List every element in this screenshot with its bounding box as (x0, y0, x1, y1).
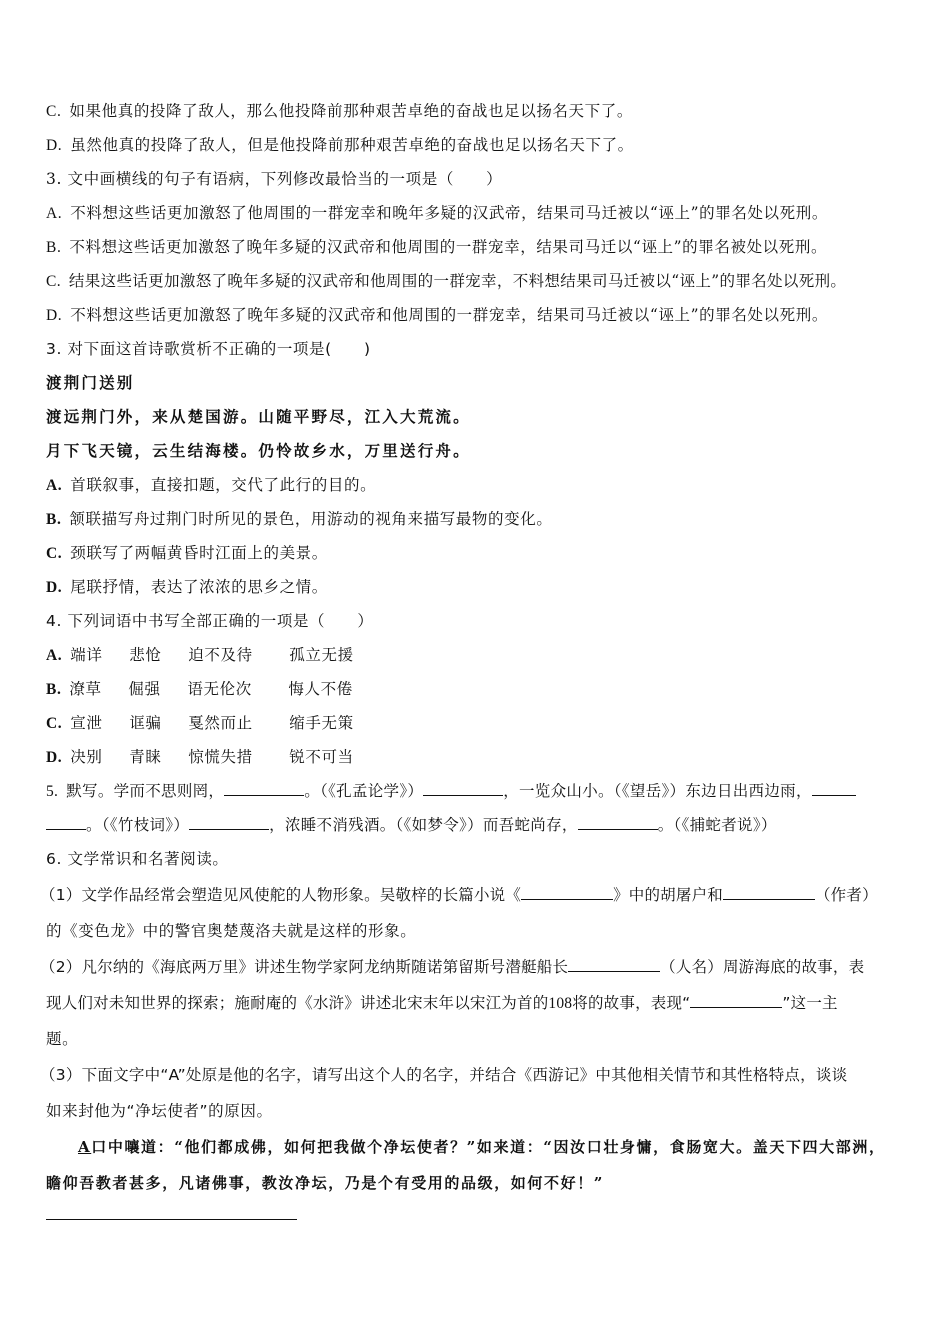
q6-text: （2）凡尔纳的《海底两万里》讲述生物学家阿龙纳斯随诺第留斯号潜艇船长 (40, 958, 569, 976)
fill-blank[interactable] (224, 781, 304, 796)
q3b-option-c (46, 542, 328, 565)
option-label: A. (46, 205, 63, 222)
q3a-stem: 3. 文中画横线的句子有语病，下列修改最恰当的一项是（ ） (46, 170, 503, 188)
q4-option-b (46, 678, 353, 701)
question-number: 5. (46, 783, 59, 800)
q3b-option-d (46, 576, 328, 599)
word: 迫不及待 (188, 646, 253, 664)
name-placeholder-a: A (78, 1138, 92, 1156)
poem-title: 渡荆门送别 (46, 373, 135, 392)
quote-text: 口中嚷道：“他们都成佛，如何把我做个净坛使者？”如来道：“因汝口壮身慵，食肠宽大。盖天下四大部洲， (91, 1138, 886, 1156)
word: 诓骗 (129, 714, 162, 732)
option-text: 首联叙事，直接扣题，交代了此行的目的。 (70, 476, 377, 494)
word: 潦草 (69, 680, 102, 698)
option-label: B. (46, 681, 62, 698)
option-text: 结果这些话更加激怒了晚年多疑的汉武帝和他周围的一群宠幸，不料想结果司马迁被以“诬上”的罪名处以死刑。 (68, 272, 847, 290)
option-label: D. (46, 749, 63, 766)
word: 缩手无策 (289, 714, 354, 732)
option-label: C. (46, 715, 63, 732)
q6-number: 108 (548, 995, 573, 1012)
q3b-option-b (46, 508, 552, 531)
word: 戛然而止 (188, 714, 253, 732)
q6-sub2-line-3: 题。 (46, 1030, 79, 1048)
q4-option-a (46, 644, 354, 667)
q6-sub2-line-2 (46, 992, 838, 1015)
fill-blank[interactable] (189, 815, 269, 830)
q5-line-2 (46, 814, 777, 836)
fill-blank[interactable] (578, 815, 658, 830)
option-label: C. (46, 273, 61, 290)
fill-blank[interactable] (812, 781, 856, 796)
fill-blank[interactable] (521, 885, 613, 900)
option-label: C. (46, 545, 63, 562)
fill-blank[interactable] (723, 885, 815, 900)
q3b-stem: 3. 对下面这首诗歌赏析不正确的一项是( ) (46, 340, 371, 358)
option-text: 如果他真的投降了敌人，那么他投降前那种艰苦卓绝的奋战也足以扬名天下了。 (69, 102, 633, 120)
q3b-option-a (46, 474, 376, 497)
q6-text: （作者） (814, 886, 878, 904)
q6-sub1-line-2: 的《变色龙》中的警官奥楚蔑洛夫就是这样的形象。 (46, 922, 417, 940)
fill-blank[interactable] (46, 815, 86, 830)
q6-sub2-line-1 (40, 956, 864, 978)
option-label: C. (46, 103, 62, 120)
option-label: D. (46, 579, 63, 596)
q4-option-c (46, 712, 354, 735)
word: 孤立无援 (289, 646, 354, 664)
q3a-option-d (46, 304, 828, 327)
option-label: A. (46, 647, 63, 664)
word: 语无伦次 (187, 680, 252, 698)
q6-text: 》中的胡屠户和 (613, 886, 723, 904)
word: 宣泄 (70, 714, 103, 732)
option-label: B. (46, 239, 62, 256)
word: 锐不可当 (289, 748, 354, 766)
q5-text: 。（《孔孟论学》） (304, 782, 424, 800)
q3a-option-a (46, 202, 828, 225)
q6-text: ”这一主 (782, 994, 838, 1012)
option-label: D. (46, 137, 63, 154)
option-text: 颔联描写舟过荆门时所见的景色，用游动的视角来描写最物的变化。 (69, 510, 553, 528)
q5-text: ，浓睡不消残酒。（《如梦令》）而吾蛇尚存， (269, 816, 578, 834)
q4-option-d (46, 746, 354, 769)
word: 决别 (70, 748, 103, 766)
q5-text: ，一览众山小。（《望岳》）东边日出西边雨， (503, 782, 812, 800)
option-text: 尾联抒情，表达了浓浓的思乡之情。 (70, 578, 328, 596)
word: 端详 (70, 646, 103, 664)
q6-text: （1）文学作品经常会塑造见风使舵的人物形象。吴敬梓的长篇小说《 (40, 886, 522, 904)
option-text: 虽然他真的投降了敌人，但是他投降前那种艰苦卓绝的奋战也足以扬名天下了。 (70, 136, 634, 154)
word: 惊慌失措 (188, 748, 253, 766)
q6-text: （人名）周游海底的故事，表 (660, 958, 865, 976)
q3a-option-c (46, 270, 846, 293)
q6-sub1-line-1 (40, 884, 878, 906)
poem-line-2: 月下飞天镜，云生结海楼。仍怜故乡水，万里送行舟。 (46, 441, 471, 460)
option-text: 不料想这些话更加激怒了晚年多疑的汉武帝和他周围的一群宠幸，结果司马迁被以“诬上”的罪名处以死刑。 (70, 306, 828, 324)
option-label: D. (46, 307, 63, 324)
q5-text: 默写。学而不思则罔， (66, 782, 225, 800)
fill-blank[interactable] (690, 993, 782, 1008)
q6-text: 现人们对未知世界的探索；施耐庵的《水浒》讲述北宋末年以宋江为首的 (46, 994, 549, 1012)
option-label: B. (46, 511, 62, 528)
option-label: A. (46, 477, 63, 494)
option-text: 不料想这些话更加激怒了晚年多疑的汉武帝和他周围的一群宠幸，结果司马迁以“诬上”的罪名被处以死刑。 (69, 238, 828, 256)
word: 悔人不倦 (288, 680, 353, 698)
q6-text: 将的故事，表现“ (572, 994, 691, 1012)
quote-line-2: 瞻仰吾教者甚多，凡诸佛事，教汝净坛，乃是个有受用的品级，如何不好！” (46, 1174, 605, 1192)
q6-stem: 6. 文学常识和名著阅读。 (46, 850, 229, 868)
option-text: 颈联写了两幅黄昏时江面上的美景。 (70, 544, 328, 562)
q5-text: 。（《捕蛇者说》） (657, 816, 777, 834)
q3a-option-b (46, 236, 827, 259)
q6-sub3-line-2: 如来封他为“净坛使者”的原因。 (46, 1102, 273, 1120)
q4-stem: 4. 下列词语中书写全部正确的一项是（ ） (46, 612, 374, 630)
poem-line-1: 渡远荆门外，来从楚国游。山随平野尽，江入大荒流。 (46, 407, 471, 426)
word: 悲怆 (129, 646, 162, 664)
quote-line-1 (78, 1136, 886, 1158)
fill-blank[interactable] (568, 957, 660, 972)
word: 倔强 (128, 680, 161, 698)
q6-sub3-line-1: （3）下面文字中“A”处原是他的名字，请写出这个人的名字，并结合《西游记》中其他相关情节和其性格特点，谈谈 (40, 1066, 848, 1084)
answer-line[interactable] (46, 1219, 297, 1220)
q5-line-1 (46, 780, 856, 803)
word: 青睐 (129, 748, 162, 766)
q2-option-d (46, 134, 634, 157)
option-text: 不料想这些话更加激怒了他周围的一群宠幸和晚年多疑的汉武帝，结果司马迁被以“诬上”的罪名处以死刑。 (70, 204, 828, 222)
q5-text: 。（《竹枝词》） (86, 816, 190, 834)
q2-option-c (46, 100, 633, 123)
fill-blank[interactable] (423, 781, 503, 796)
